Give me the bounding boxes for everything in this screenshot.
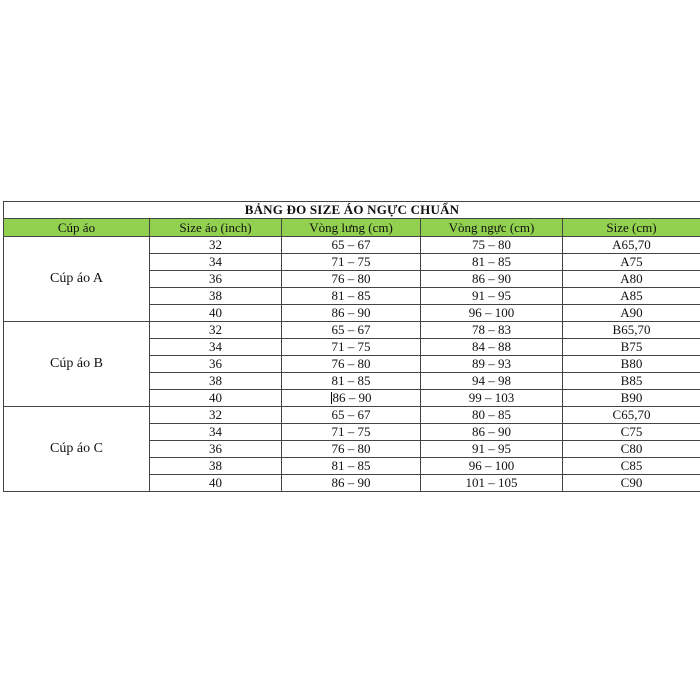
bust-cell: 86 – 90 xyxy=(421,424,563,441)
size-cm-cell: B75 xyxy=(563,339,700,356)
bust-cell: 80 – 85 xyxy=(421,407,563,424)
column-header-cup: Cúp áo xyxy=(4,219,150,237)
underbust-cell: 81 – 85 xyxy=(282,288,421,305)
size-cm-cell: A80 xyxy=(563,271,700,288)
bust-cell: 96 – 100 xyxy=(421,458,563,475)
bust-cell: 89 – 93 xyxy=(421,356,563,373)
underbust-cell: 65 – 67 xyxy=(282,407,421,424)
size-inch-cell: 40 xyxy=(150,475,282,492)
size-inch-cell: 36 xyxy=(150,441,282,458)
size-inch-cell: 38 xyxy=(150,458,282,475)
size-inch-cell: 32 xyxy=(150,237,282,254)
table-row xyxy=(4,322,700,339)
bust-cell: 91 – 95 xyxy=(421,441,563,458)
size-cm-cell: C85 xyxy=(563,458,700,475)
underbust-cell: 86 – 90 xyxy=(282,475,421,492)
column-header-bust: Vòng ngực (cm) xyxy=(421,219,563,237)
underbust-cell: 86 – 90 xyxy=(282,305,421,322)
size-inch-cell: 36 xyxy=(150,271,282,288)
size-inch-cell: 32 xyxy=(150,322,282,339)
size-cm-cell: A75 xyxy=(563,254,700,271)
cup-cell: Cúp áo A xyxy=(4,237,150,322)
header-row xyxy=(4,219,700,237)
size-inch-cell: 34 xyxy=(150,424,282,441)
size-cm-cell: B65,70 xyxy=(563,322,700,339)
underbust-cell: 76 – 80 xyxy=(282,356,421,373)
bust-cell: 75 – 80 xyxy=(421,237,563,254)
underbust-cell: 76 – 80 xyxy=(282,271,421,288)
size-inch-cell: 32 xyxy=(150,407,282,424)
size-inch-cell: 40 xyxy=(150,305,282,322)
column-header-size-cm: Size (cm) xyxy=(563,219,700,237)
underbust-cell: 81 – 85 xyxy=(282,458,421,475)
column-header-size-inch: Size áo (inch) xyxy=(150,219,282,237)
size-cm-cell: B80 xyxy=(563,356,700,373)
underbust-cell: 65 – 67 xyxy=(282,322,421,339)
underbust-cell: 71 – 75 xyxy=(282,339,421,356)
underbust-cell: 76 – 80 xyxy=(282,441,421,458)
size-inch-cell: 38 xyxy=(150,373,282,390)
size-inch-cell: 34 xyxy=(150,339,282,356)
size-cm-cell: A90 xyxy=(563,305,700,322)
bust-cell: 78 – 83 xyxy=(421,322,563,339)
size-cm-cell: A85 xyxy=(563,288,700,305)
size-cm-cell: B90 xyxy=(563,390,700,407)
underbust-cell: 65 – 67 xyxy=(282,237,421,254)
table-row xyxy=(4,237,700,254)
bust-cell: 86 – 90 xyxy=(421,271,563,288)
size-cm-cell: C90 xyxy=(563,475,700,492)
size-inch-cell: 40 xyxy=(150,390,282,407)
table-row xyxy=(4,407,700,424)
cup-cell: Cúp áo B xyxy=(4,322,150,407)
underbust-cell: 81 – 85 xyxy=(282,373,421,390)
bust-cell: 96 – 100 xyxy=(421,305,563,322)
bust-cell: 84 – 88 xyxy=(421,339,563,356)
size-chart-table xyxy=(3,201,700,492)
underbust-cell: 86 – 90 xyxy=(282,390,421,407)
cup-cell: Cúp áo C xyxy=(4,407,150,492)
underbust-cell: 71 – 75 xyxy=(282,424,421,441)
underbust-cell: 71 – 75 xyxy=(282,254,421,271)
bust-cell: 81 – 85 xyxy=(421,254,563,271)
size-inch-cell: 36 xyxy=(150,356,282,373)
bust-cell: 101 – 105 xyxy=(421,475,563,492)
size-cm-cell: A65,70 xyxy=(563,237,700,254)
size-cm-cell: C80 xyxy=(563,441,700,458)
column-header-underbust: Vòng lưng (cm) xyxy=(282,219,421,237)
table-body xyxy=(4,237,700,492)
bust-cell: 91 – 95 xyxy=(421,288,563,305)
size-inch-cell: 34 xyxy=(150,254,282,271)
size-cm-cell: C65,70 xyxy=(563,407,700,424)
size-inch-cell: 38 xyxy=(150,288,282,305)
bust-cell: 94 – 98 xyxy=(421,373,563,390)
text-cursor xyxy=(331,392,332,404)
bust-cell: 99 – 103 xyxy=(421,390,563,407)
table-title: BẢNG ĐO SIZE ÁO NGỰC CHUẨN xyxy=(4,202,700,219)
size-cm-cell: C75 xyxy=(563,424,700,441)
size-cm-cell: B85 xyxy=(563,373,700,390)
title-row xyxy=(4,202,700,219)
